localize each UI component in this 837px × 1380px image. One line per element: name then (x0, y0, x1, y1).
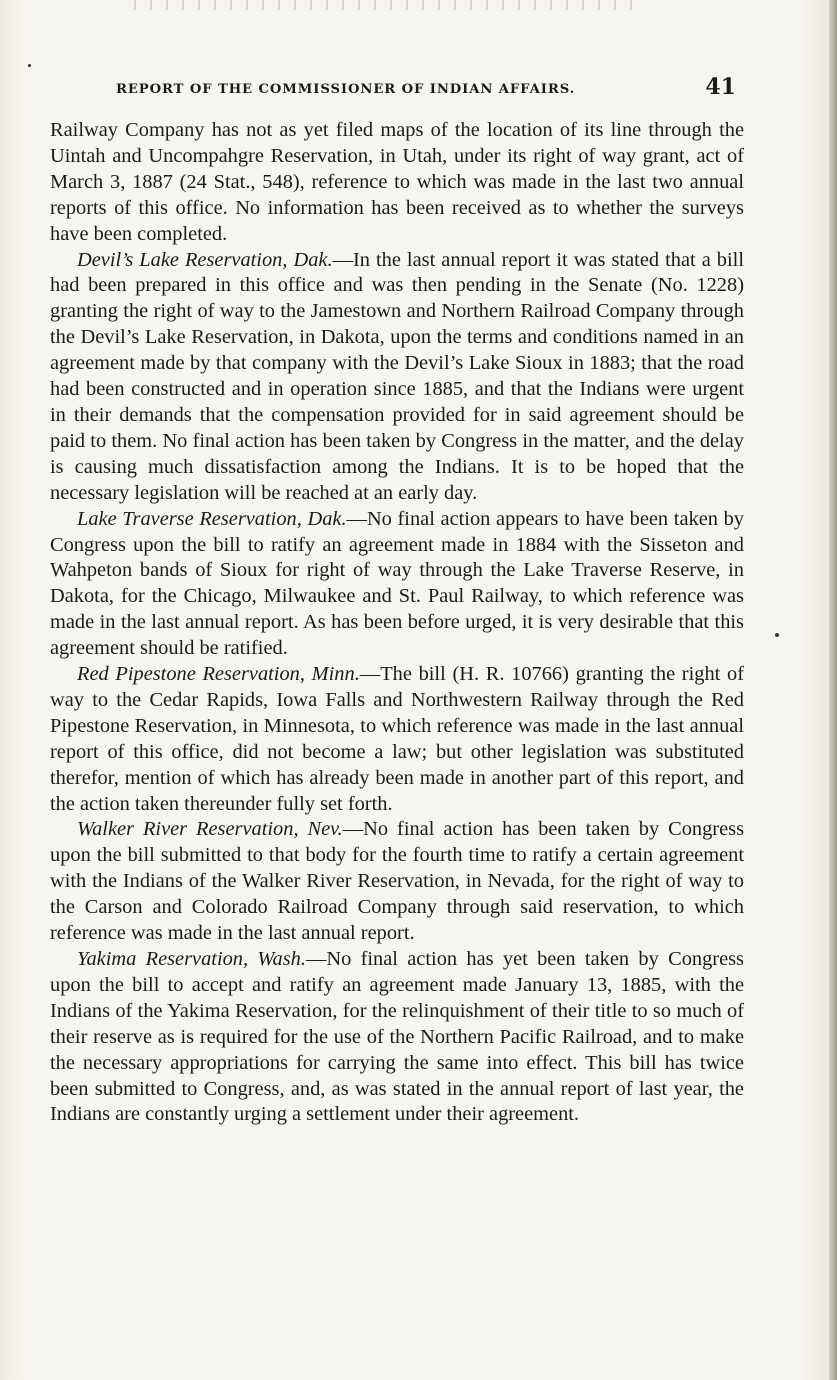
running-header (116, 74, 740, 100)
paragraph-lake-traverse (50, 507, 744, 662)
paragraph-text: —In the last annual report it was stated that a bill had been prepared in this office and was then pending in the Senate (No. 1228) granting the right of way to the Jamestown and Northern Railroad Company through the Devil’s Lake Reservation, in Dakota, upon the terms and conditions named in an agreement made by that company with the Devil’s Lake Sioux in 1883; that the road had been constructed and in operation since 1885, and that the Indians were urgent in their demands that the compensation provided for in said agreement should be paid to them. No final action has been taken by Congress in the matter, and the delay is causing much dissatisfaction among the Indians. It is to be hoped that the necessary legislation will be reached at an early day. (50, 248, 744, 504)
paragraph-text: —No final action has been taken by Congress upon the bill submitted to that body for the fourth time to ratify a certain agreement with the Indians of the Walker River Reservation, in Nevada, for the right of way to the Carson and Colorado Railroad Company through said reservation, to which reference was made in the last annual report. (50, 818, 744, 945)
paragraph-text: —The bill (H. R. 10766) granting the right of way to the Cedar Rapids, Iowa Falls and Northwestern Railway through the Red Pipestone Reservation, in Minnesota, to which reference was made in the last annual report of this office, did not become a law; but other legislation was substituted therefor, mention of which has already been made in another part of this report, and the action taken thereunder fully set forth. (50, 663, 744, 815)
paragraph-lead: Yakima Reservation, Wash. (77, 948, 306, 970)
paragraph-devils-lake (50, 248, 744, 507)
paragraph-text: —No final action has yet been taken by Congress upon the bill to accept and ratify an agreement made January 13, 1885, with the Indians of the Yakima Reservation, for the relinquishment of their title to so much of their reserve as is required for the use of the Northern Pacific Railroad, and to make the necessary appropriations for carrying the same into effect. This bill has twice been submitted to Congress, and, as was stated in the annual report of last year, the Indians are constantly urging a settlement under their agreement. (50, 948, 744, 1126)
paragraph-lead: Walker River Reservation, Nev. (77, 818, 343, 841)
page-edge-shadow (829, 0, 837, 1380)
paragraph-walker-river (50, 817, 744, 947)
ink-speck (775, 633, 779, 637)
paragraph-text: —No final action appears to have been taken by Congress upon the bill to ratify an agreement made in 1884 with the Sisseton and Wahpeton bands of Sioux for right of way through the Lake Traverse Reserve, in Dakota, for the Chicago, Milwaukee and St. Paul Railway, to which reference was made in the last annual report. As has been before urged, it is very desirable that this agreement should be ratified. (50, 507, 744, 660)
paragraph-lead: Red Pipestone Reservation, Minn. (77, 663, 360, 686)
paragraph-text: Railway Company has not as yet filed maps of the location of its line through the Uintah and Uncompahgre Reservation, in Utah, under its right of way grant, act of March 3, 1887 (24 Stat., 548), reference to which was made in the last two annual reports of this office. No information has been received as to whether the surveys have been completed. (50, 119, 744, 245)
paragraph-red-pipestone (50, 662, 744, 817)
header-title: REPORT OF THE COMMISSIONER OF INDIAN AFFAIRS. (116, 82, 576, 97)
paragraph-railway-uintah (50, 118, 744, 248)
paragraph-yakima (50, 947, 744, 1128)
report-body (50, 118, 744, 1128)
paragraph-lead: Devil’s Lake Reservation, Dak. (77, 248, 333, 271)
page-top-smudge (120, 0, 640, 10)
paragraph-lead: Lake Traverse Reservation, Dak. (77, 507, 347, 530)
ink-speck (28, 64, 31, 67)
page-number: 41 (705, 74, 736, 100)
